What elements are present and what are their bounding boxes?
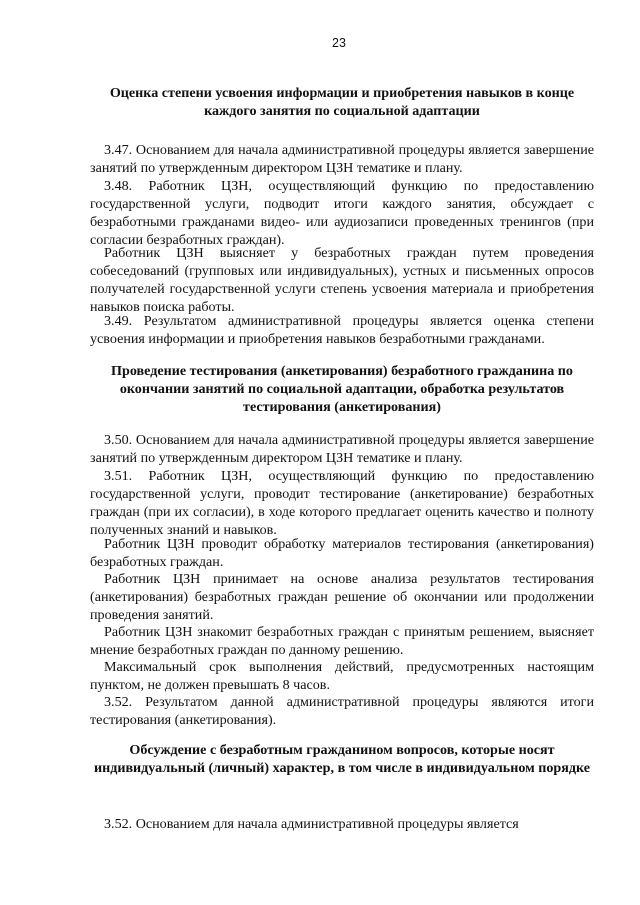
- paragraph-inform: Работник ЦЗН знакомит безработных граждан с принятым решением, выясняет мнение безработных граждан по данному решению.: [90, 624, 594, 658]
- paragraph-3-49: 3.49. Результатом административной процедуры является оценка степени усвоения информации и приобретения навыков безработными гражданами.: [90, 313, 594, 347]
- paragraph-3-47: 3.47. Основанием для начала административной процедуры является завершение занятий по утвержденным директором ЦЗН тематике и плану.: [90, 142, 594, 176]
- paragraph-deadline: Максимальный срок выполнения действий, предусмотренных настоящим пунктом, не должен превышать 8 часов.: [90, 659, 594, 693]
- section-heading-discussion: Обсуждение с безработным гражданином вопросов, которые носят индивидуальный (личный) характер, в том числе в индивидуальном порядке: [93, 742, 591, 776]
- paragraph-3-51: 3.51. Работник ЦЗН, осуществляющий функцию по предоставлению государственной услуги, проводит тестирование (анкетирование) безработных граждан (при их согласии), в ходе которого предлагает оценить качество и полноту полученных знаний и навыков.: [90, 468, 594, 538]
- paragraph-3-52-result: 3.52. Результатом данной административной процедуры являются итоги тестирования (анкетирования).: [90, 694, 594, 728]
- paragraph-3-48: 3.48. Работник ЦЗН, осуществляющий функцию по предоставлению государственной услуги, подводит итоги каждого занятия, обсуждает с безработными гражданами видео- или аудиозаписи проведенных тренингов (при согласии безработных граждан).: [90, 178, 594, 248]
- section-heading-assessment: Оценка степени усвоения информации и приобретения навыков в конце каждого занятия по социальной адаптации: [109, 85, 575, 119]
- paragraph-processing: Работник ЦЗН проводит обработку материалов тестирования (анкетирования) безработных граждан.: [90, 536, 594, 570]
- paragraph-interview: Работник ЦЗН выясняет у безработных граждан путем проведения собеседований (групповых или индивидуальных), устных и письменных опросов получателей государственной услуги степень усвоения материала и приобретения навыков поиска работы.: [90, 245, 594, 315]
- paragraph-3-52-basis: 3.52. Основанием для начала административной процедуры является: [104, 816, 519, 832]
- section-heading-testing: Проведение тестирования (анкетирования) безработного гражданина по окончании занятий по социальной адаптации, обработка результатов тестирования (анкетирования): [111, 363, 573, 415]
- paragraph-decision: Работник ЦЗН принимает на основе анализа результатов тестирования (анкетирования) безработных граждан решение об окончании или продолжении проведения занятий.: [90, 571, 594, 623]
- paragraph-3-50: 3.50. Основанием для начала административной процедуры является завершение занятий по утвержденным директором ЦЗН тематике и плану.: [90, 432, 594, 466]
- page-number: 23: [332, 36, 346, 50]
